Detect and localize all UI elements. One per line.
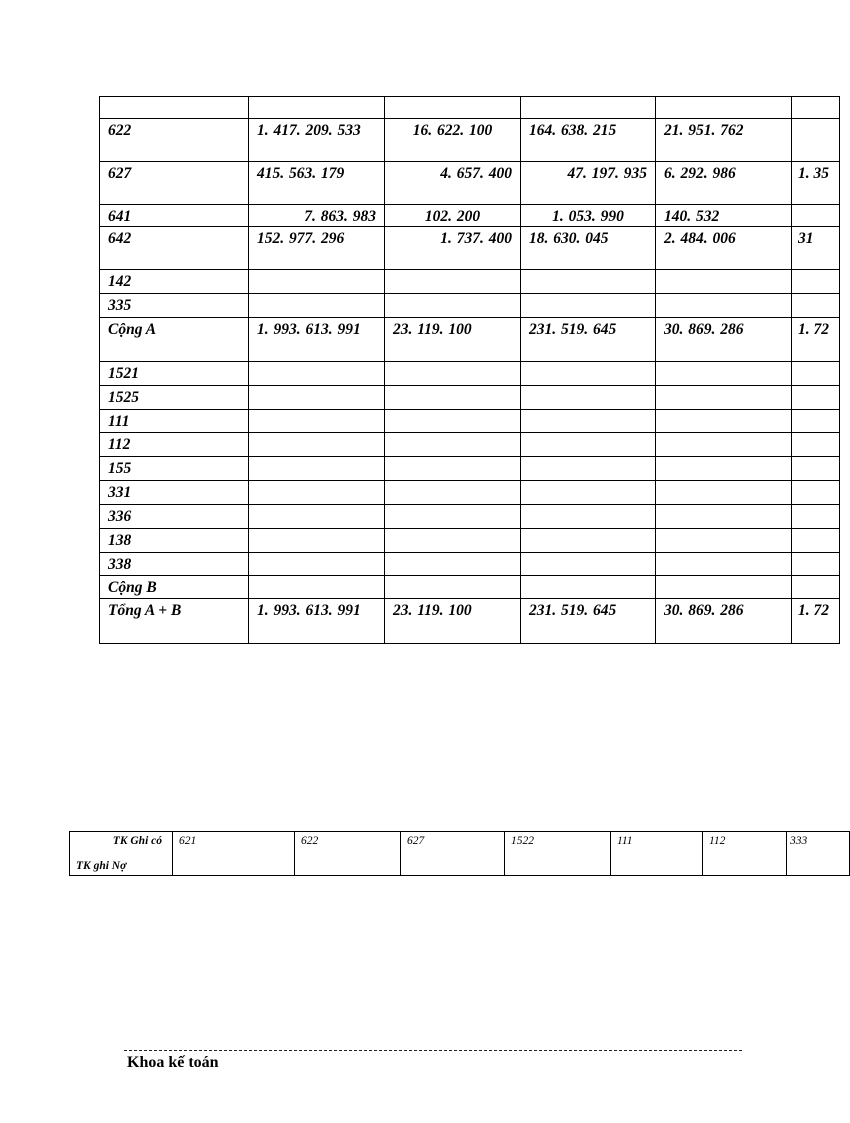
credit-account-label: TK Ghi có bbox=[112, 835, 162, 847]
value-cell: 30. 869. 286 bbox=[656, 599, 792, 644]
value-cell: 23. 119. 100 bbox=[385, 599, 521, 644]
column-header: 621 bbox=[173, 832, 295, 876]
account-cell: 622 bbox=[100, 119, 249, 162]
account-cell: 338 bbox=[100, 553, 249, 576]
value-cell: 1. 053. 990 bbox=[521, 205, 656, 227]
value-cell bbox=[249, 97, 385, 119]
value-cell: 1. 993. 613. 991 bbox=[249, 318, 385, 362]
account-cell: 1525 bbox=[100, 386, 249, 410]
value-cell: 18. 630. 045 bbox=[521, 227, 656, 270]
value-cell bbox=[792, 576, 840, 599]
account-cell: 641 bbox=[100, 205, 249, 227]
value-cell bbox=[249, 576, 385, 599]
value-cell bbox=[792, 205, 840, 227]
value-cell: 415. 563. 179 bbox=[249, 162, 385, 205]
value-cell bbox=[385, 553, 521, 576]
account-cell: 142 bbox=[100, 270, 249, 294]
account-mapping-table bbox=[69, 831, 850, 876]
value-cell bbox=[385, 433, 521, 457]
cost-allocation-table bbox=[99, 96, 840, 644]
value-cell bbox=[792, 505, 840, 529]
value-cell bbox=[656, 362, 792, 386]
value-cell: 231. 519. 645 bbox=[521, 318, 656, 362]
value-cell bbox=[249, 410, 385, 433]
value-cell bbox=[385, 481, 521, 505]
value-cell bbox=[656, 481, 792, 505]
table-row bbox=[100, 119, 840, 162]
account-cell: 336 bbox=[100, 505, 249, 529]
account-cell: 627 bbox=[100, 162, 249, 205]
value-cell bbox=[656, 97, 792, 119]
value-cell: 7. 863. 983 bbox=[249, 205, 385, 227]
account-cell: Cộng A bbox=[100, 318, 249, 362]
table-row bbox=[100, 410, 840, 433]
table-row bbox=[100, 553, 840, 576]
value-cell: 231. 519. 645 bbox=[521, 599, 656, 644]
value-cell: 1. 737. 400 bbox=[385, 227, 521, 270]
value-cell bbox=[385, 576, 521, 599]
table-row bbox=[100, 270, 840, 294]
value-cell bbox=[249, 362, 385, 386]
value-cell bbox=[521, 362, 656, 386]
value-cell bbox=[792, 433, 840, 457]
account-cell: 1521 bbox=[100, 362, 249, 386]
value-cell bbox=[656, 457, 792, 481]
value-cell: 140. 532 bbox=[656, 205, 792, 227]
value-cell bbox=[792, 362, 840, 386]
value-cell bbox=[792, 97, 840, 119]
value-cell bbox=[521, 481, 656, 505]
value-cell bbox=[656, 386, 792, 410]
column-header: 112 bbox=[703, 832, 787, 876]
value-cell: 164. 638. 215 bbox=[521, 119, 656, 162]
table-row bbox=[100, 162, 840, 205]
value-cell bbox=[521, 529, 656, 553]
value-cell bbox=[385, 97, 521, 119]
column-header: 1522 bbox=[505, 832, 611, 876]
value-cell bbox=[792, 410, 840, 433]
value-cell bbox=[656, 433, 792, 457]
value-cell bbox=[385, 457, 521, 481]
value-cell: 4. 657. 400 bbox=[385, 162, 521, 205]
column-header: 627 bbox=[401, 832, 505, 876]
value-cell bbox=[249, 529, 385, 553]
value-cell bbox=[792, 386, 840, 410]
value-cell: 102. 200 bbox=[385, 205, 521, 227]
corner-header-cell bbox=[70, 832, 173, 876]
table-row bbox=[100, 205, 840, 227]
value-cell bbox=[521, 294, 656, 318]
value-cell bbox=[656, 505, 792, 529]
value-cell: 47. 197. 935 bbox=[521, 162, 656, 205]
value-cell: 1. 72 bbox=[792, 599, 840, 644]
table-row bbox=[100, 227, 840, 270]
value-cell bbox=[656, 294, 792, 318]
value-cell: 2. 484. 006 bbox=[656, 227, 792, 270]
table-row bbox=[100, 318, 840, 362]
account-cell: 642 bbox=[100, 227, 249, 270]
value-cell: 1. 35 bbox=[792, 162, 840, 205]
value-cell bbox=[249, 457, 385, 481]
value-cell bbox=[656, 529, 792, 553]
table-row bbox=[100, 386, 840, 410]
value-cell bbox=[385, 505, 521, 529]
account-cell: 331 bbox=[100, 481, 249, 505]
table-row bbox=[70, 832, 850, 876]
value-cell bbox=[656, 410, 792, 433]
column-header: 111 bbox=[611, 832, 703, 876]
table-row bbox=[100, 97, 840, 119]
value-cell: 1. 993. 613. 991 bbox=[249, 599, 385, 644]
value-cell bbox=[249, 553, 385, 576]
table-row bbox=[100, 481, 840, 505]
value-cell bbox=[521, 433, 656, 457]
table-row bbox=[100, 457, 840, 481]
value-cell bbox=[249, 270, 385, 294]
account-cell: 138 bbox=[100, 529, 249, 553]
value-cell bbox=[249, 433, 385, 457]
value-cell: 6. 292. 986 bbox=[656, 162, 792, 205]
value-cell bbox=[521, 505, 656, 529]
table-row bbox=[100, 294, 840, 318]
footer-divider bbox=[124, 1050, 742, 1051]
account-cell: 112 bbox=[100, 433, 249, 457]
value-cell bbox=[521, 386, 656, 410]
value-cell bbox=[521, 97, 656, 119]
value-cell: 152. 977. 296 bbox=[249, 227, 385, 270]
value-cell bbox=[521, 457, 656, 481]
account-cell: 155 bbox=[100, 457, 249, 481]
value-cell: 21. 951. 762 bbox=[656, 119, 792, 162]
value-cell bbox=[521, 270, 656, 294]
value-cell bbox=[385, 294, 521, 318]
value-cell bbox=[792, 481, 840, 505]
account-cell bbox=[100, 97, 249, 119]
value-cell bbox=[249, 481, 385, 505]
value-cell: 23. 119. 100 bbox=[385, 318, 521, 362]
value-cell: 16. 622. 100 bbox=[385, 119, 521, 162]
account-cell: Cộng B bbox=[100, 576, 249, 599]
account-cell: 335 bbox=[100, 294, 249, 318]
value-cell bbox=[385, 270, 521, 294]
table-row bbox=[100, 362, 840, 386]
table-row bbox=[100, 599, 840, 644]
account-cell: Tổng A + B bbox=[100, 599, 249, 644]
value-cell bbox=[792, 294, 840, 318]
value-cell: 1. 417. 209. 533 bbox=[249, 119, 385, 162]
value-cell: 31 bbox=[792, 227, 840, 270]
value-cell: 30. 869. 286 bbox=[656, 318, 792, 362]
value-cell bbox=[656, 553, 792, 576]
value-cell bbox=[249, 505, 385, 529]
value-cell bbox=[385, 410, 521, 433]
table-row bbox=[100, 576, 840, 599]
value-cell bbox=[792, 270, 840, 294]
value-cell bbox=[792, 529, 840, 553]
value-cell bbox=[521, 410, 656, 433]
debit-account-label: TK ghi Nợ bbox=[76, 860, 127, 872]
value-cell bbox=[249, 294, 385, 318]
value-cell bbox=[249, 386, 385, 410]
value-cell bbox=[385, 529, 521, 553]
account-cell: 111 bbox=[100, 410, 249, 433]
value-cell bbox=[792, 457, 840, 481]
value-cell bbox=[656, 576, 792, 599]
value-cell bbox=[521, 576, 656, 599]
value-cell bbox=[385, 386, 521, 410]
value-cell bbox=[792, 553, 840, 576]
value-cell bbox=[521, 553, 656, 576]
value-cell bbox=[656, 270, 792, 294]
column-header: 333 bbox=[787, 832, 850, 876]
table-row bbox=[100, 433, 840, 457]
table-row bbox=[100, 529, 840, 553]
column-header: 622 bbox=[295, 832, 401, 876]
value-cell bbox=[792, 119, 840, 162]
value-cell: 1. 72 bbox=[792, 318, 840, 362]
table-row bbox=[100, 505, 840, 529]
value-cell bbox=[385, 362, 521, 386]
footer-label: Khoa kế toán bbox=[127, 1054, 219, 1071]
